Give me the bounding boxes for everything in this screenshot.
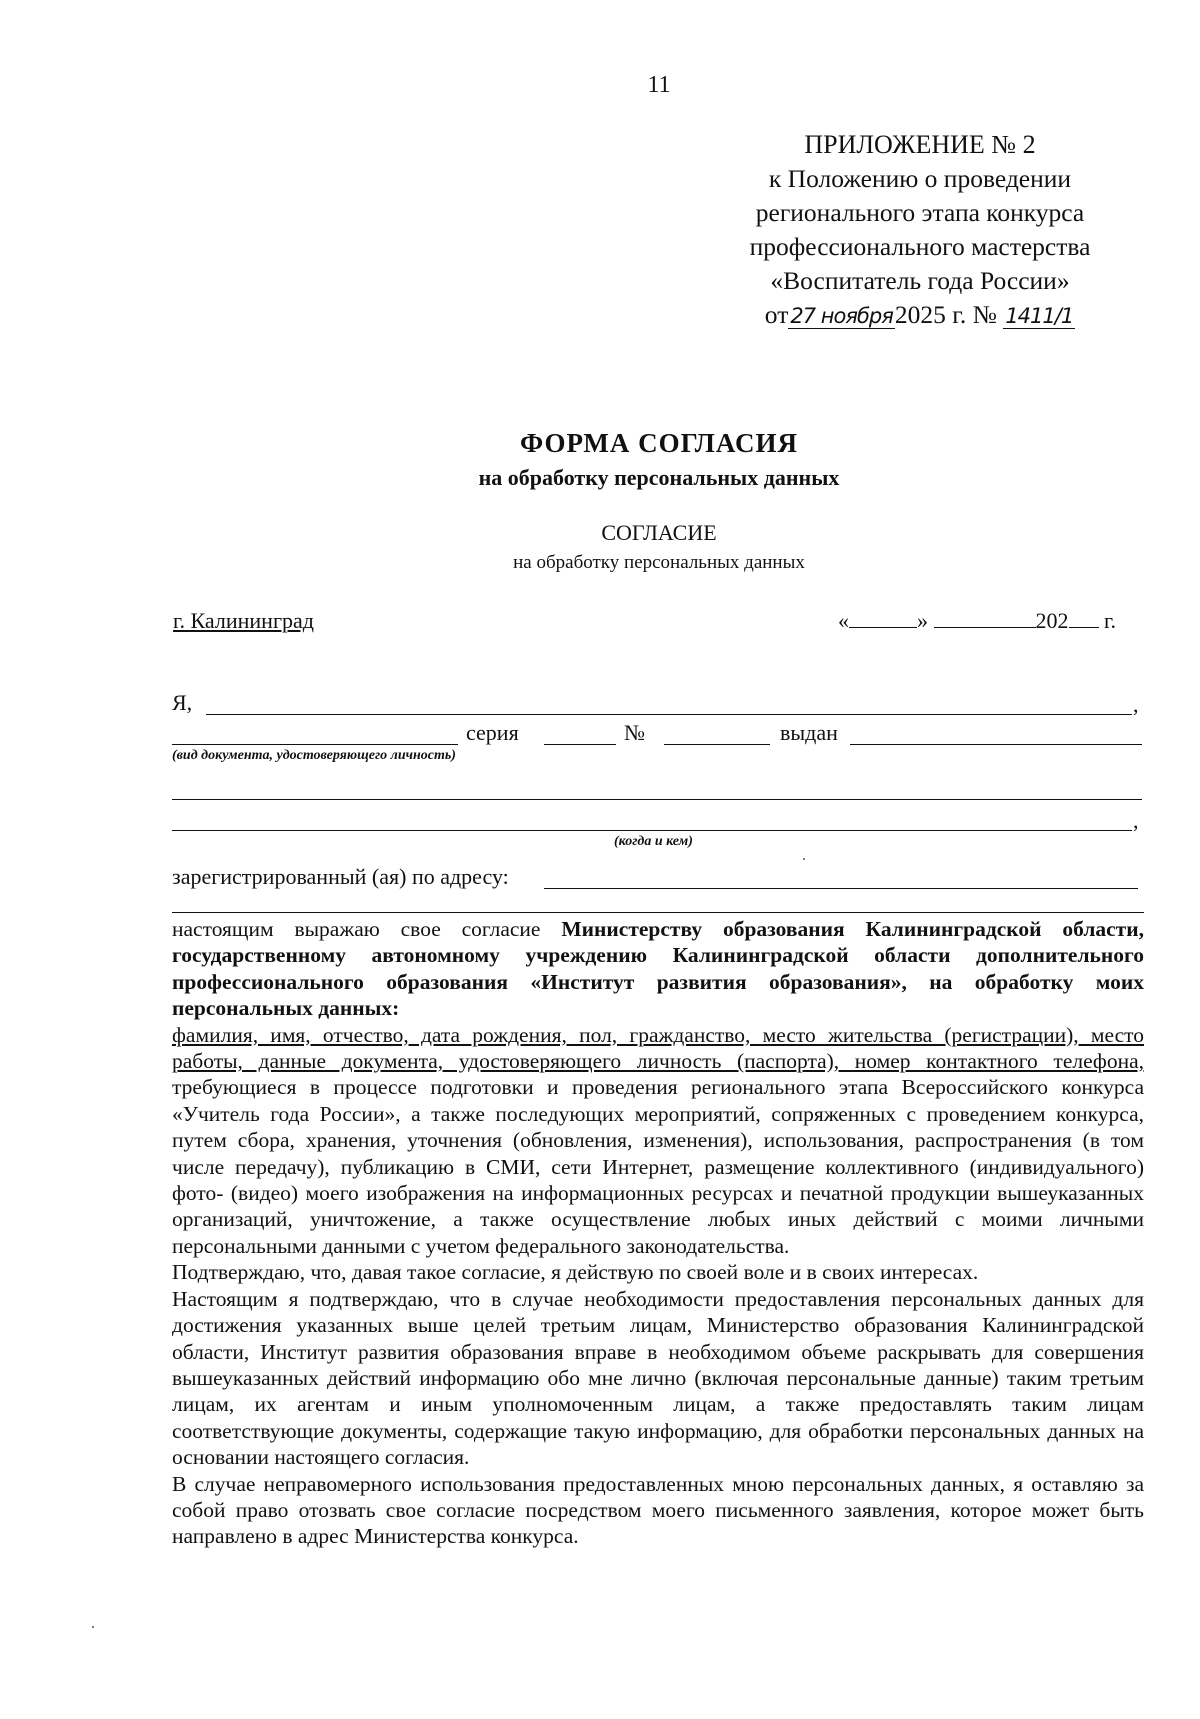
- date-year: 2025 г. №: [894, 300, 997, 329]
- data-list: фамилия, имя, отчество, дата рождения, пол, гражданство, место жительства (регистрации), место работы, данные документа, удостоверяющего личность (паспорта), номер контактного телефона,: [172, 1022, 1144, 1074]
- consent-recipients: Министерству образования Калининградской области, государственному автономному учреждению Калининградской области дополнительного профессионального образования «Институт развития образования», на обработку моих персональных данных:: [172, 917, 1144, 1021]
- appendix-line: профессионального мастерства: [749, 232, 1091, 261]
- document-type-field[interactable]: [172, 744, 458, 745]
- document-caption: (вид документа, удостоверяющего личность): [172, 748, 456, 763]
- paragraph-confirm: Подтверждаю, что, давая такое согласие, я действую по своей воле и в своих интересах.: [172, 1260, 979, 1285]
- comma: ,: [1133, 692, 1139, 717]
- date-suffix: г.: [1104, 608, 1117, 633]
- address-field-line-2[interactable]: [172, 912, 1144, 913]
- appendix-line: регионального этапа конкурса: [755, 198, 1085, 227]
- comma: ,: [1133, 808, 1139, 833]
- appendix-header: [700, 128, 1140, 333]
- day-blank[interactable]: [849, 609, 917, 628]
- paragraph-data-list: [172, 1022, 1144, 1260]
- appendix-dateline: [700, 298, 1140, 333]
- series-label: серия: [466, 720, 519, 745]
- consent-subtitle: на обработку персональных данных: [513, 552, 805, 573]
- page-number: 11: [647, 72, 671, 98]
- paragraph-revocation: В случае неправомерного использования предоставленных мною персональных данных, я оставляю за собой право отозвать свое согласие посредством моего письменного заявления, которое может быть направлено в адрес Министерства конкурса.: [172, 1471, 1144, 1549]
- address-label: зарегистрированный (ая) по адресу:: [172, 864, 509, 889]
- name-field[interactable]: [206, 714, 1132, 715]
- i-label: Я,: [172, 690, 193, 715]
- date-close-quote: »: [917, 608, 928, 633]
- when-caption: (когда и кем): [614, 834, 693, 849]
- document-number-field[interactable]: [664, 744, 770, 745]
- handwritten-number: 1411/1: [1005, 304, 1074, 328]
- date-open-quote: «: [838, 608, 849, 633]
- issuer-field-line-1[interactable]: [172, 799, 1142, 800]
- month-blank[interactable]: [934, 609, 1036, 628]
- paragraph-consent: [172, 916, 1144, 1022]
- data-purpose: требующиеся в процессе подготовки и проведения регионального этапа Всероссийского конкурса «Учитель года России», а также последующих мероприятий, сопряженных с проведением конкурса, путем сбора, хранения, уточнения (обновления, изменения), использования, распространения (в том числе передачу), публикацию в СМИ, сети Интернет, размещение коллективного (индивидуального) фото- (видео) моего изображения на информационных ресурсах и печатной продукции вышеуказанных организаций, уничтожение, а также осуществление любых иных действий с моими личными персональными данными с учетом федерального законодательства.: [172, 1075, 1144, 1258]
- handwritten-date: 27 ноября: [790, 304, 893, 328]
- consent-intro: настоящим выражаю свое согласие: [172, 917, 562, 941]
- consent-body: [172, 916, 1144, 1550]
- issued-label: выдан: [780, 720, 838, 745]
- consent-title: СОГЛАСИЕ: [601, 520, 717, 545]
- year-blank[interactable]: [1069, 609, 1099, 628]
- form-subtitle: на обработку персональных данных: [478, 465, 840, 490]
- issuer-field-line-2[interactable]: [172, 830, 1132, 831]
- appendix-line: «Воспитатель года России»: [770, 266, 1070, 295]
- issued-field[interactable]: [850, 744, 1142, 745]
- city: г. Калининград: [173, 608, 314, 633]
- scan-speck: [92, 1626, 94, 1628]
- number-label: №: [624, 720, 645, 745]
- series-field[interactable]: [544, 744, 616, 745]
- form-title: ФОРМА СОГЛАСИЯ: [519, 428, 799, 458]
- date-prefix: от: [764, 300, 789, 329]
- appendix-line: к Положению о проведении: [768, 164, 1072, 193]
- paragraph-third-parties: Настоящим я подтверждаю, что в случае необходимости предоставления персональных данных для достижения указанных выше целей третьим лицам, Министерство образования Калининградской области, Институт развития образования вправе в необходимом объеме раскрывать для совершения вышеуказанных действий информацию обо мне лично (включая персональные данные) таким третьим лицам, их агентам и иным уполномоченным лицам, а также предоставлять таким лицам соответствующие документы, содержащие такую информацию, для обработки персональных данных на основании настоящего согласия.: [172, 1286, 1144, 1470]
- scan-speck: [803, 858, 805, 860]
- appendix-title: ПРИЛОЖЕНИЕ № 2: [804, 130, 1036, 159]
- address-field-line-1[interactable]: [544, 888, 1138, 889]
- date-field: [838, 608, 1116, 634]
- date-year-prefix: 202: [1035, 608, 1069, 633]
